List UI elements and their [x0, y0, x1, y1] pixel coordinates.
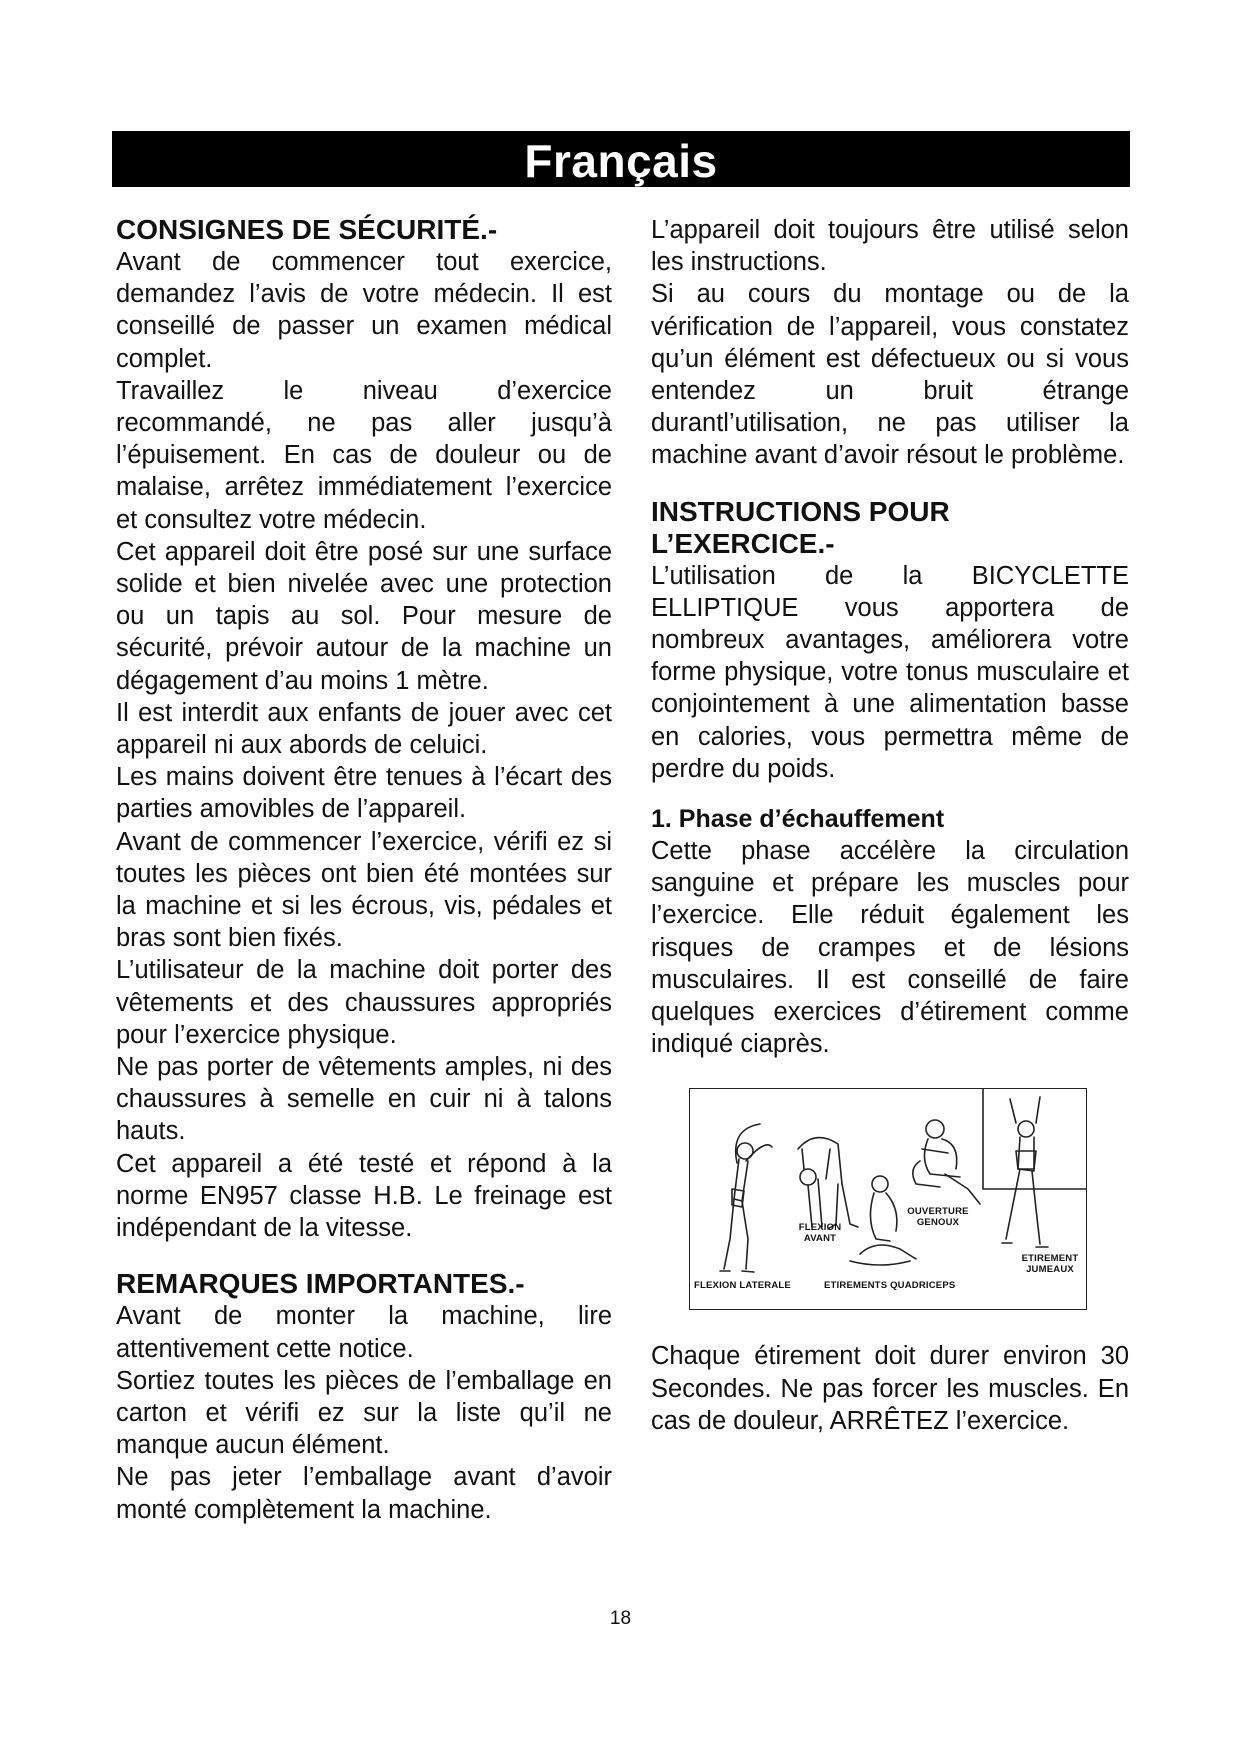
stretching-illustration: [689, 1088, 1087, 1310]
exercise-paragraph: L’utilisation de la BICYCLETTE ELLIPTIQUE vous apportera de nombreux avantages, améliorera votre forme physique, votre tonus musculaire et conjointement à une alimentation basse en calories, vous permettra même de perdre du poids.: [651, 561, 1129, 783]
lateral-flexion-figure: [720, 1124, 772, 1272]
knee-opening-figure: [913, 1120, 980, 1204]
safety-paragraph: Avant de commencer tout exercice, demandez l’avis de votre médecin. Il est conseillé de passer un examen médical complet.: [116, 248, 612, 373]
safety-heading: CONSIGNES DE SÉCURITÉ.-: [116, 214, 498, 245]
language-banner: [112, 131, 1130, 187]
safety-paragraph: L’utilisateur de la machine doit porter des vêtements et des chaussures appropriés pour l’exercice physique.: [116, 956, 612, 1049]
label-flexion-avant-2: AVANT: [803, 1233, 837, 1245]
intro-paragraph: Si au cours du montage ou de la vérification de l’appareil, vous constatez qu’un élément est défectueux ou si vous entendez un bruit étrange durantl’utilisation, ne pas utiliser la machine avant d’avoir résout le problème.: [651, 280, 1129, 470]
safety-paragraph: Avant de commencer l’exercice, vérifi ez si toutes les pièces ont bien été montées sur la machine et si les écrous, vis, pédales et bras sont bien fixés.: [116, 827, 612, 953]
safety-paragraph: Cet appareil doit être posé sur une surface solide et bien nivelée avec une protection ou un tapis au sol. Pour mesure de sécurité, prévoir autour de la machine un dégagement d’au moins 1 mètre.: [116, 537, 612, 695]
safety-paragraph: Cet appareil a été testé et répond à la norme EN957 classe H.B. Le freinage est indépendant de la vitesse.: [116, 1149, 612, 1243]
closing-paragraph: Chaque étirement doit durer environ 30 Secondes. Ne pas forcer les muscles. En cas de douleur, ARRÊTEZ l’exercice.: [651, 1342, 1129, 1435]
remarks-heading: REMARQUES IMPORTANTES.-: [116, 1268, 525, 1300]
remarks-paragraph: Sortiez toutes les pièces de l’emballage en carton et vérifi ez sur la liste qu’il ne manque aucun élément.: [116, 1366, 612, 1460]
forward-flexion-figure: [798, 1138, 858, 1229]
safety-paragraph: Les mains doivent être tenues à l’écart des parties amovibles de l’appareil.: [116, 763, 612, 824]
stretching-figures-drawing: [690, 1089, 1086, 1308]
remarks-paragraph: Ne pas jeter l’emballage avant d’avoir monté complètement la machine.: [116, 1463, 612, 1524]
safety-paragraph: Travaillez le niveau d’exercice recommandé, ne pas aller jusqu’à l’épuisement. En cas de douleur ou de malaise, arrêtez immédiatement l’exercice et consultez votre médecin.: [116, 376, 612, 534]
label-quadriceps: ETIREMENTS QUADRICEPS: [824, 1280, 956, 1292]
label-ouverture-1: OUVERTURE: [907, 1206, 969, 1218]
label-flexion-laterale: FLEXION LATERALE: [694, 1280, 791, 1292]
intro-paragraph: L’appareil doit toujours être utilisé selon les instructions.: [651, 216, 1129, 277]
right-column: [651, 214, 1129, 1437]
calf-stretch-figure: [983, 1089, 1086, 1247]
warmup-paragraph: Cette phase accélère la circulation sanguine et prépare les muscles pour l’exercice. Elle réduit également les risques de crampes et de lésions musculaires. Il est conseillé de faire quelques exercices d’étirement comme indiqué ciaprès.: [651, 837, 1129, 1059]
label-ouverture-2: GENOUX: [916, 1217, 960, 1229]
left-column: [116, 214, 612, 1526]
label-etirement-2: JUMEAUX: [1026, 1264, 1074, 1276]
warmup-heading: 1. Phase d’échauffement: [651, 805, 945, 834]
safety-paragraph: Ne pas porter de vêtements amples, ni des chaussures à semelle en cuir ni à talons hauts.: [116, 1053, 612, 1146]
label-flexion-avant-1: FLEXION: [798, 1222, 842, 1234]
exercise-heading-line2: L’EXERCICE.-: [651, 527, 835, 559]
language-title: Français: [524, 135, 718, 187]
exercise-heading-line1: INSTRUCTIONS POUR: [651, 495, 950, 527]
remarks-paragraph: Avant de monter la machine, lire attentivement cette notice.: [116, 1302, 612, 1363]
page-number: 18: [609, 1608, 632, 1629]
safety-paragraph: Il est interdit aux enfants de jouer avec cet appareil ni aux abords de celuici.: [116, 698, 612, 760]
label-etirement-1: ETIREMENT: [1021, 1253, 1079, 1265]
